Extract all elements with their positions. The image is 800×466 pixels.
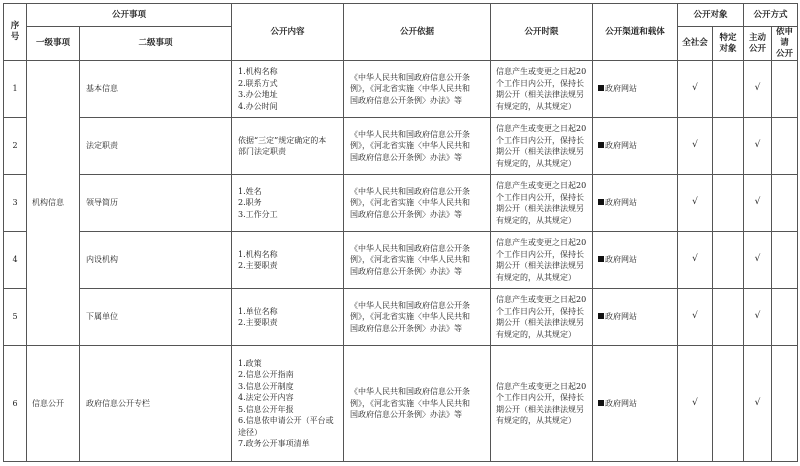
header-mode-active: 主动 公开 bbox=[744, 27, 772, 61]
timeline-line: 个工作日内公开，保持长 bbox=[496, 249, 585, 259]
content-line: 2.主要职责 bbox=[238, 261, 278, 270]
mode-request-check bbox=[772, 346, 798, 462]
level1-cell: 信息公开 bbox=[27, 346, 80, 462]
basis-line: 《中华人民共和国政府信息公开条 bbox=[350, 129, 471, 139]
channel-label: 政府网站 bbox=[605, 141, 638, 151]
channel-label: 政府网站 bbox=[605, 255, 638, 265]
basis-line: 例》，《河北省实施〈中华人民共和 bbox=[350, 255, 471, 265]
channel-label: 政府网站 bbox=[605, 312, 638, 322]
channel-label: 政府网站 bbox=[605, 198, 638, 208]
content-cell bbox=[232, 61, 344, 118]
content-line: 1.单位名称 bbox=[238, 306, 278, 316]
table-row bbox=[4, 118, 798, 175]
timeline-line: 有规定的，从其规定） bbox=[496, 416, 577, 425]
channel-cell bbox=[593, 289, 678, 346]
timeline-cell bbox=[491, 346, 593, 462]
basis-cell bbox=[344, 289, 491, 346]
square-bullet-icon bbox=[598, 199, 604, 205]
square-bullet-icon bbox=[598, 313, 604, 319]
table-row bbox=[4, 61, 798, 118]
table-row bbox=[4, 289, 798, 346]
channel-label: 政府网站 bbox=[605, 398, 638, 408]
basis-line: 例》，《河北省实施〈中华人民共和 bbox=[350, 398, 471, 408]
timeline-line: 有规定的，从其规定） bbox=[496, 329, 577, 339]
content-line: 1.机构名称 bbox=[238, 67, 278, 76]
header-target-specific: 特定 对象 bbox=[713, 27, 744, 61]
seq-cell: 1 bbox=[4, 61, 27, 118]
timeline-line: 有规定的，从其规定） bbox=[496, 158, 577, 168]
seq-cell: 3 bbox=[4, 175, 27, 232]
timeline-line: 期公开（相关法律法规另 bbox=[496, 404, 585, 414]
table-row bbox=[4, 175, 798, 232]
channel-cell bbox=[593, 61, 678, 118]
header-mode: 公开方式 bbox=[744, 4, 798, 27]
header-level2: 二级事项 bbox=[80, 27, 232, 61]
basis-line: 《中华人民共和国政府信息公开条 bbox=[350, 243, 471, 253]
channel-cell bbox=[593, 346, 678, 462]
mode-active-check: √ bbox=[744, 232, 772, 289]
mode-request-check bbox=[772, 175, 798, 232]
table-row bbox=[4, 346, 798, 462]
timeline-line: 信息产生或变更之日起20 bbox=[496, 181, 587, 190]
timeline-line: 信息产生或变更之日起20 bbox=[496, 295, 587, 304]
level2-cell: 领导简历 bbox=[80, 175, 232, 232]
content-cell bbox=[232, 289, 344, 346]
timeline-line: 信息产生或变更之日起20 bbox=[496, 124, 587, 133]
header-target: 公开对象 bbox=[678, 4, 744, 27]
content-line: 3.办公地址 bbox=[238, 90, 278, 99]
content-line: 2.职务 bbox=[238, 198, 262, 208]
basis-line: 例》，《河北省实施〈中华人民共和 bbox=[350, 312, 471, 322]
content-line: 2.信息公开指南 bbox=[238, 370, 294, 379]
basis-line: 国政府信息公开条例〉办法》等 bbox=[350, 152, 463, 162]
level2-cell: 下属单位 bbox=[80, 289, 232, 346]
content-line: 4.办公时间 bbox=[238, 101, 278, 111]
seq-cell: 2 bbox=[4, 118, 27, 175]
square-bullet-icon bbox=[598, 400, 604, 406]
basis-line: 《中华人民共和国政府信息公开条 bbox=[350, 300, 471, 310]
content-line: 3.信息公开制度 bbox=[238, 381, 294, 391]
basis-line: 例》，《河北省实施〈中华人民共和 bbox=[350, 84, 471, 94]
square-bullet-icon bbox=[598, 142, 604, 148]
basis-line: 《中华人民共和国政府信息公开条 bbox=[350, 186, 471, 196]
seq-cell: 6 bbox=[4, 346, 27, 462]
header-content: 公开内容 bbox=[232, 4, 344, 61]
channel-label: 政府网站 bbox=[605, 84, 638, 94]
timeline-line: 期公开（相关法律法规另 bbox=[496, 318, 585, 327]
basis-line: 国政府信息公开条例〉办法》等 bbox=[350, 410, 463, 420]
timeline-line: 个工作日内公开，保持长 bbox=[496, 78, 585, 88]
content-line: 部门法定职责 bbox=[238, 147, 287, 156]
timeline-line: 信息产生或变更之日起20 bbox=[496, 238, 587, 247]
target-all-check: √ bbox=[678, 289, 713, 346]
target-all-check: √ bbox=[678, 346, 713, 462]
mode-active-check: √ bbox=[744, 61, 772, 118]
content-line: 1.机构名称 bbox=[238, 249, 278, 259]
level2-cell: 法定职责 bbox=[80, 118, 232, 175]
timeline-cell bbox=[491, 289, 593, 346]
content-line: 7.政务公开事项清单 bbox=[238, 439, 310, 448]
target-all-check: √ bbox=[678, 175, 713, 232]
content-cell bbox=[232, 118, 344, 175]
timeline-line: 期公开（相关法律法规另 bbox=[496, 147, 585, 156]
header-items: 公开事项 bbox=[27, 4, 232, 27]
mode-request-check bbox=[772, 118, 798, 175]
header-level1: 一级事项 bbox=[27, 27, 80, 61]
header-seq: 序 号 bbox=[4, 4, 27, 61]
level2-cell: 政府信息公开专栏 bbox=[80, 346, 232, 462]
level2-cell: 基本信息 bbox=[80, 61, 232, 118]
basis-cell bbox=[344, 61, 491, 118]
mode-active-check: √ bbox=[744, 175, 772, 232]
header-timeline: 公开时限 bbox=[491, 4, 593, 61]
mode-active-check: √ bbox=[744, 118, 772, 175]
basis-line: 国政府信息公开条例〉办法》等 bbox=[350, 209, 463, 219]
target-specific-check bbox=[713, 118, 744, 175]
mode-request-check bbox=[772, 232, 798, 289]
timeline-line: 有规定的，从其规定） bbox=[496, 101, 577, 111]
disclosure-table bbox=[3, 3, 798, 462]
target-all-check: √ bbox=[678, 61, 713, 118]
content-cell bbox=[232, 346, 344, 462]
square-bullet-icon bbox=[598, 256, 604, 262]
target-specific-check bbox=[713, 346, 744, 462]
content-line: 4.法定公开内容 bbox=[238, 393, 294, 402]
content-cell bbox=[232, 232, 344, 289]
content-cell bbox=[232, 175, 344, 232]
target-specific-check bbox=[713, 232, 744, 289]
target-specific-check bbox=[713, 61, 744, 118]
timeline-line: 个工作日内公开，保持长 bbox=[496, 393, 585, 402]
seq-cell: 4 bbox=[4, 232, 27, 289]
timeline-line: 信息产生或变更之日起20 bbox=[496, 381, 587, 391]
timeline-line: 有规定的，从其规定） bbox=[496, 215, 577, 225]
seq-cell: 5 bbox=[4, 289, 27, 346]
mode-request-check bbox=[772, 61, 798, 118]
timeline-cell bbox=[491, 175, 593, 232]
content-line: 2.主要职责 bbox=[238, 318, 278, 327]
basis-cell bbox=[344, 118, 491, 175]
content-line: 依据“三定”规定确定的本 bbox=[238, 135, 327, 145]
timeline-line: 有规定的，从其规定） bbox=[496, 272, 577, 282]
level2-cell: 内设机构 bbox=[80, 232, 232, 289]
header-basis: 公开依据 bbox=[344, 4, 491, 61]
timeline-line: 期公开（相关法律法规另 bbox=[496, 204, 585, 213]
content-line: 3.工作分工 bbox=[238, 209, 278, 219]
basis-line: 《中华人民共和国政府信息公开条 bbox=[350, 72, 471, 82]
channel-cell bbox=[593, 175, 678, 232]
mode-request-check bbox=[772, 289, 798, 346]
table-row bbox=[4, 232, 798, 289]
channel-cell bbox=[593, 232, 678, 289]
timeline-line: 期公开（相关法律法规另 bbox=[496, 90, 585, 99]
timeline-line: 信息产生或变更之日起20 bbox=[496, 67, 587, 76]
timeline-line: 个工作日内公开，保持长 bbox=[496, 306, 585, 316]
basis-line: 国政府信息公开条例〉办法》等 bbox=[350, 323, 463, 333]
timeline-line: 个工作日内公开，保持长 bbox=[496, 192, 585, 202]
timeline-line: 期公开（相关法律法规另 bbox=[496, 261, 585, 270]
basis-line: 例》，《河北省实施〈中华人民共和 bbox=[350, 198, 471, 208]
target-all-check: √ bbox=[678, 118, 713, 175]
timeline-line: 个工作日内公开，保持长 bbox=[496, 135, 585, 145]
content-line: 1.姓名 bbox=[238, 186, 262, 196]
timeline-cell bbox=[491, 118, 593, 175]
level1-cell: 机构信息 bbox=[27, 61, 80, 346]
basis-cell bbox=[344, 175, 491, 232]
timeline-cell bbox=[491, 61, 593, 118]
timeline-cell bbox=[491, 232, 593, 289]
target-all-check: √ bbox=[678, 232, 713, 289]
basis-cell bbox=[344, 232, 491, 289]
table-body bbox=[4, 61, 798, 462]
header-mode-request: 依申请 公开 bbox=[772, 27, 798, 61]
basis-line: 《中华人民共和国政府信息公开条 bbox=[350, 387, 471, 397]
target-specific-check bbox=[713, 175, 744, 232]
content-line: 6.信息依申请公开（平台或 bbox=[238, 416, 334, 425]
content-line: 2.联系方式 bbox=[238, 78, 278, 88]
content-line: 1.政策 bbox=[238, 358, 262, 368]
square-bullet-icon bbox=[598, 85, 604, 91]
target-specific-check bbox=[713, 289, 744, 346]
basis-cell bbox=[344, 346, 491, 462]
basis-line: 国政府信息公开条例〉办法》等 bbox=[350, 266, 463, 276]
mode-active-check: √ bbox=[744, 289, 772, 346]
header-channel: 公开渠道和载体 bbox=[593, 4, 678, 61]
basis-line: 例》，《河北省实施〈中华人民共和 bbox=[350, 141, 471, 151]
mode-active-check: √ bbox=[744, 346, 772, 462]
channel-cell bbox=[593, 118, 678, 175]
content-line: 途径） bbox=[238, 427, 263, 437]
basis-line: 国政府信息公开条例〉办法》等 bbox=[350, 95, 463, 105]
header-target-all: 全社会 bbox=[678, 27, 713, 61]
content-line: 5.信息公开年报 bbox=[238, 404, 294, 414]
